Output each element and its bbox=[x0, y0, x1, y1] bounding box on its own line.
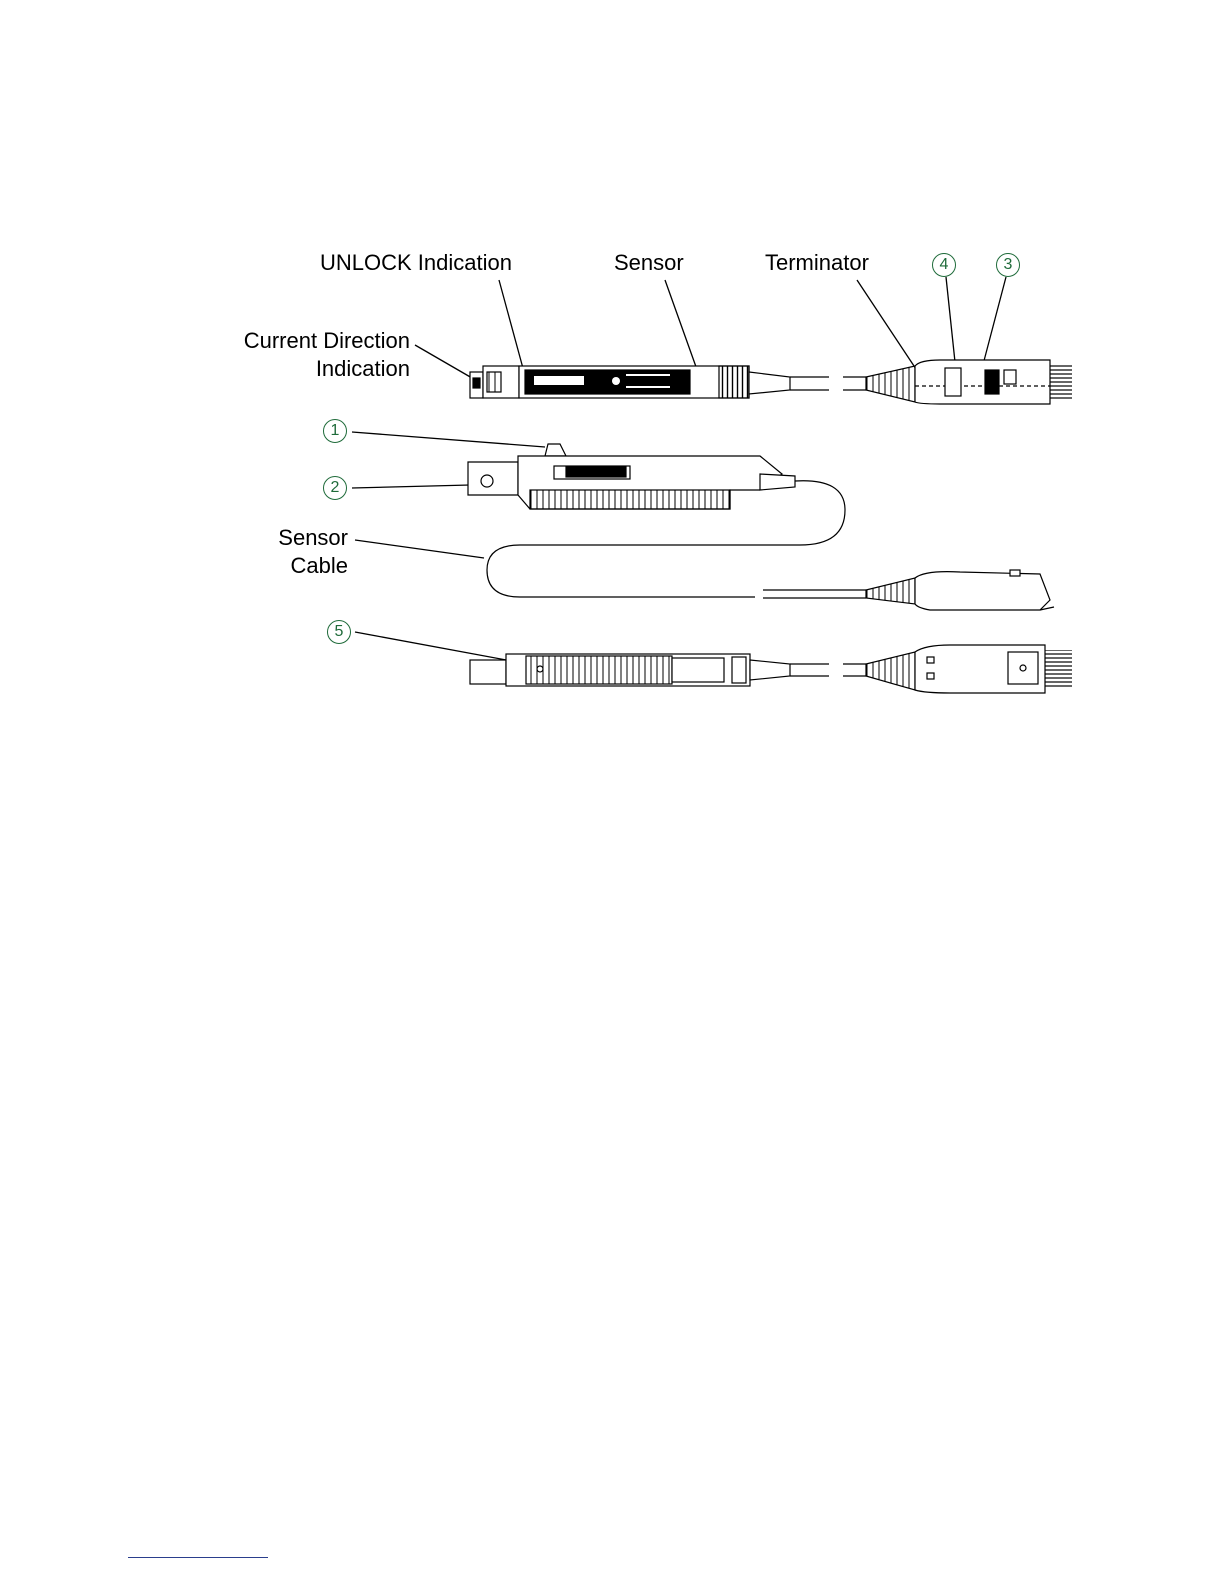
unlock-indication-label: UNLOCK Indication bbox=[320, 250, 512, 275]
current-direction-label-line2: Indication bbox=[315, 356, 410, 381]
probe-middle-view bbox=[468, 444, 1054, 610]
probe-bottom-view bbox=[470, 645, 1072, 693]
probe-top-view bbox=[470, 360, 1072, 404]
callout-4: 4 bbox=[932, 253, 956, 277]
callout-1: 1 bbox=[323, 419, 347, 443]
callout-2: 2 bbox=[323, 476, 347, 500]
footnote-rule bbox=[128, 1557, 268, 1558]
sensor-label: Sensor bbox=[614, 250, 684, 275]
callout-5: 5 bbox=[327, 620, 351, 644]
sensor-cable-label-line1: Sensor bbox=[278, 525, 348, 550]
terminator-label: Terminator bbox=[765, 250, 869, 275]
callout-3: 3 bbox=[996, 253, 1020, 277]
sensor-cable-label-line2: Cable bbox=[290, 553, 348, 578]
current-direction-label-line1: Current Direction bbox=[243, 328, 410, 353]
